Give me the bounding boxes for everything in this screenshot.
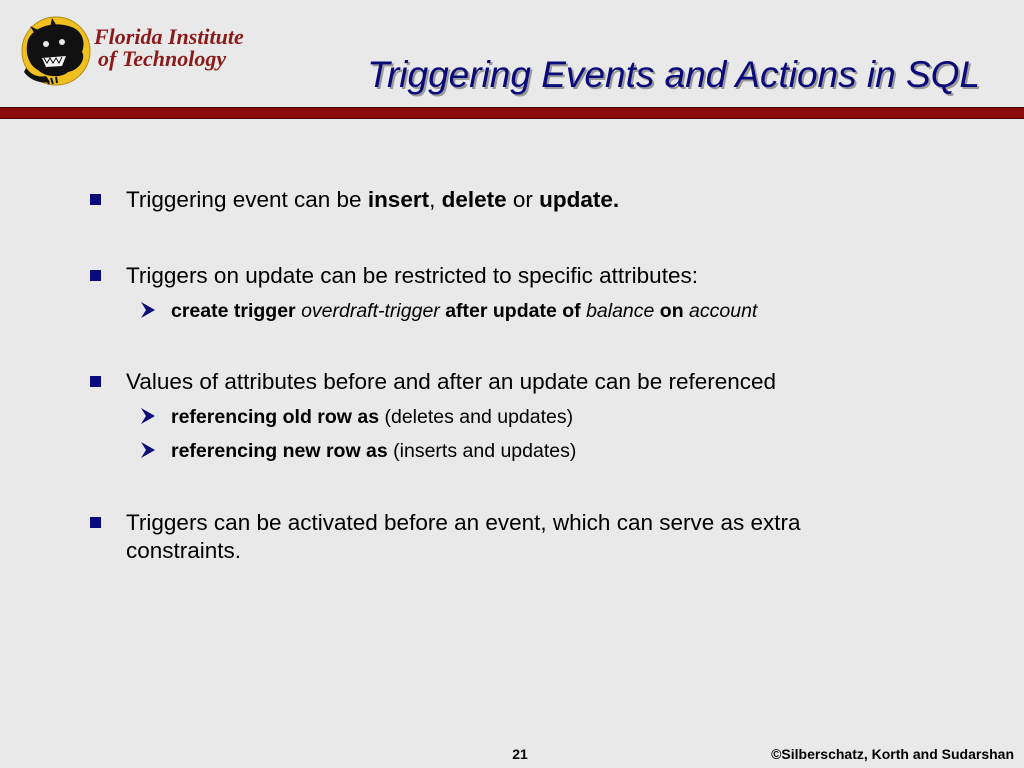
square-bullet-icon	[90, 194, 101, 205]
panther-logo-icon	[16, 12, 256, 90]
keyword-insert: insert	[367, 187, 430, 212]
keyword-update: update.	[539, 187, 620, 212]
page-number: 21	[512, 746, 528, 762]
fit-logo	[16, 12, 256, 90]
bullet-text: Values of attributes before and after an update can be referenced	[126, 369, 777, 394]
slide-header	[0, 0, 1024, 120]
arrow-bullet-icon	[138, 440, 158, 460]
title-divider	[0, 107, 1024, 119]
sub-bullet-text: referencing new row as (inserts and updates)	[171, 440, 577, 462]
arrow-bullet-icon	[138, 406, 158, 426]
square-bullet-icon	[90, 376, 101, 387]
sub-bullet-text: create trigger overdraft-trigger after update of balance on account	[171, 300, 758, 322]
arrow-bullet-icon	[138, 300, 158, 320]
sub-bullet-text: referencing old row as (deletes and updates)	[171, 406, 574, 428]
square-bullet-icon	[90, 517, 101, 528]
keyword-delete: delete	[441, 187, 507, 212]
logo-line-1: Florida Institute	[94, 24, 244, 49]
slide-title: Triggering Events and Actions in SQL	[367, 54, 980, 95]
bullet-text: Triggers on update can be restricted to specific attributes:	[126, 263, 698, 288]
bullet-text: Triggering event can be insert, delete or update.	[126, 187, 620, 212]
square-bullet-icon	[90, 270, 101, 281]
bullet-text: Triggers can be activated before an event, which can serve as extra constraints.	[126, 510, 801, 563]
copyright-notice: ©Silberschatz, Korth and Sudarshan	[771, 746, 1014, 762]
logo-line-2: of Technology	[98, 46, 227, 71]
